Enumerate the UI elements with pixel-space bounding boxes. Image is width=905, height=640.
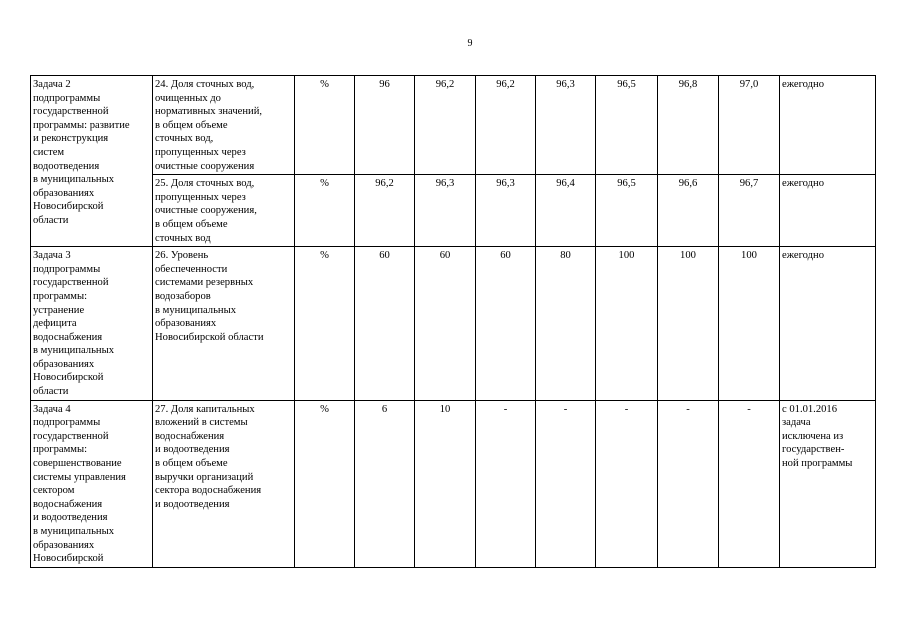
cell-text-line: очищенных до — [155, 92, 221, 104]
cell-text-line: совершенствование — [33, 458, 122, 470]
table-row — [31, 247, 876, 401]
task-cell — [31, 247, 153, 401]
cell-text-line: ной программы — [782, 458, 853, 470]
cell-text-line: устранение — [33, 304, 85, 316]
value-cell: 96,3 — [476, 175, 536, 247]
cell-text-line: Новосибирской — [33, 553, 104, 565]
cell-text-line: водоснабжения — [33, 331, 103, 343]
cell-text-line: Новосибирской — [33, 372, 104, 384]
cell-text-line: в общем объеме — [155, 458, 228, 470]
value-cell: - — [658, 400, 719, 567]
note-cell — [780, 247, 876, 401]
cell-text-line: системами резервных — [155, 277, 254, 289]
value-cell: - — [536, 400, 596, 567]
cell-text-line: сектора водоснабжения — [155, 485, 262, 497]
note-cell — [780, 76, 876, 175]
unit-cell: % — [295, 76, 355, 175]
cell-text-line: программы: — [33, 290, 88, 302]
cell-text-line: водозаборов — [155, 290, 211, 302]
task-cell — [31, 400, 153, 567]
cell-text-line: в общем объеме — [155, 119, 228, 131]
indicators-table — [30, 75, 876, 568]
cell-text-line: дефицита — [33, 318, 77, 330]
cell-text-line: программы: — [33, 444, 88, 456]
cell-text-line: государственной — [33, 277, 109, 289]
cell-text-line: выручки организаций — [155, 471, 254, 483]
indicator-cell — [153, 247, 295, 401]
value-cell: 100 — [596, 247, 658, 401]
value-cell: 60 — [415, 247, 476, 401]
cell-text-line: Новосибирской — [33, 201, 104, 213]
table-row — [31, 175, 876, 247]
unit-cell: % — [295, 175, 355, 247]
indicator-cell — [153, 175, 295, 247]
cell-text-line: нормативных значений, — [155, 106, 263, 118]
cell-text-line: задача — [782, 417, 811, 429]
cell-text-line: водоснабжения — [155, 430, 225, 442]
note-cell — [780, 400, 876, 567]
task-cell — [31, 76, 153, 247]
cell-text-line: водоснабжения — [33, 498, 103, 510]
cell-text-line: программы: развитие — [33, 119, 130, 131]
cell-text-line: 24. Доля сточных вод, — [155, 79, 255, 90]
cell-text-line: сточных вод — [155, 232, 211, 244]
value-cell: 96,5 — [596, 76, 658, 175]
cell-text-line: и водоотведения — [33, 512, 108, 524]
indicator-cell — [153, 76, 295, 175]
cell-text-line: ежегодно — [782, 178, 825, 190]
cell-text-line: Задача 2 — [33, 79, 71, 90]
cell-text-line: ежегодно — [782, 250, 825, 262]
cell-text-line: 25. Доля сточных вод, — [155, 178, 255, 190]
cell-text-line: образованиях — [33, 539, 95, 551]
value-cell: 60 — [476, 247, 536, 401]
cell-text-line: Новосибирской области — [155, 331, 264, 343]
cell-text-line: обеспеченности — [155, 263, 228, 275]
cell-text-line: области — [33, 214, 69, 226]
cell-text-line: очистные сооружения, — [155, 205, 257, 217]
cell-text-line: 26. Уровень — [155, 250, 209, 262]
cell-text-line: системы управления — [33, 471, 126, 483]
value-cell: 96,3 — [536, 76, 596, 175]
cell-text-line: образованиях — [155, 318, 217, 330]
cell-text-line: образованиях — [33, 187, 95, 199]
cell-text-line: в муниципальных — [33, 174, 114, 186]
cell-text-line: области — [33, 386, 69, 398]
value-cell: 100 — [719, 247, 780, 401]
value-cell: 96 — [355, 76, 415, 175]
cell-text-line: сточных вод, — [155, 133, 214, 145]
cell-text-line: подпрограммы — [33, 417, 101, 429]
value-cell: 6 — [355, 400, 415, 567]
cell-text-line: сектором — [33, 485, 75, 497]
cell-text-line: ежегодно — [782, 79, 825, 90]
cell-text-line: государственной — [33, 430, 109, 442]
value-cell: - — [476, 400, 536, 567]
value-cell: 96,7 — [719, 175, 780, 247]
cell-text-line: и реконструкция — [33, 133, 109, 145]
cell-text-line: Задача 3 — [33, 250, 71, 262]
unit-cell: % — [295, 400, 355, 567]
cell-text-line: исключена из — [782, 430, 844, 442]
value-cell: 96,4 — [536, 175, 596, 247]
cell-text-line: и водоотведения — [155, 498, 230, 510]
cell-text-line: водоотведения — [33, 160, 100, 172]
value-cell: 96,3 — [415, 175, 476, 247]
value-cell: 97,0 — [719, 76, 780, 175]
table-row — [31, 76, 876, 175]
cell-text-line: очистные сооружения — [155, 160, 255, 172]
cell-text-line: вложений в системы — [155, 417, 248, 429]
cell-text-line: в муниципальных — [33, 526, 114, 537]
value-cell: 96,5 — [596, 175, 658, 247]
cell-text-line: подпрограммы — [33, 92, 101, 104]
value-cell: 96,2 — [415, 76, 476, 175]
value-cell: 96,6 — [658, 175, 719, 247]
cell-text-line: систем — [33, 146, 65, 158]
table-row — [31, 400, 876, 567]
cell-text-line: подпрограммы — [33, 263, 101, 275]
cell-text-line: пропущенных через — [155, 191, 246, 203]
page-number: 9 — [467, 38, 473, 49]
cell-text-line: с 01.01.2016 — [782, 403, 838, 415]
cell-text-line: и водоотведения — [155, 444, 230, 456]
value-cell: 100 — [658, 247, 719, 401]
value-cell: 60 — [355, 247, 415, 401]
cell-text-line: Задача 4 — [33, 403, 71, 415]
value-cell: 96,2 — [476, 76, 536, 175]
unit-cell: % — [295, 247, 355, 401]
value-cell: 96,8 — [658, 76, 719, 175]
note-cell — [780, 175, 876, 247]
value-cell: 80 — [536, 247, 596, 401]
cell-text-line: в муниципальных — [155, 304, 236, 316]
cell-text-line: образованиях — [33, 358, 95, 370]
cell-text-line: в общем объеме — [155, 218, 228, 230]
cell-text-line: пропущенных через — [155, 146, 246, 158]
cell-text-line: государственной — [33, 106, 109, 118]
value-cell: 96,2 — [355, 175, 415, 247]
value-cell: 10 — [415, 400, 476, 567]
cell-text-line: 27. Доля капитальных — [155, 403, 255, 415]
indicator-cell — [153, 400, 295, 567]
cell-text-line: государствен- — [782, 444, 845, 456]
cell-text-line: в муниципальных — [33, 345, 114, 357]
value-cell: - — [719, 400, 780, 567]
value-cell: - — [596, 400, 658, 567]
